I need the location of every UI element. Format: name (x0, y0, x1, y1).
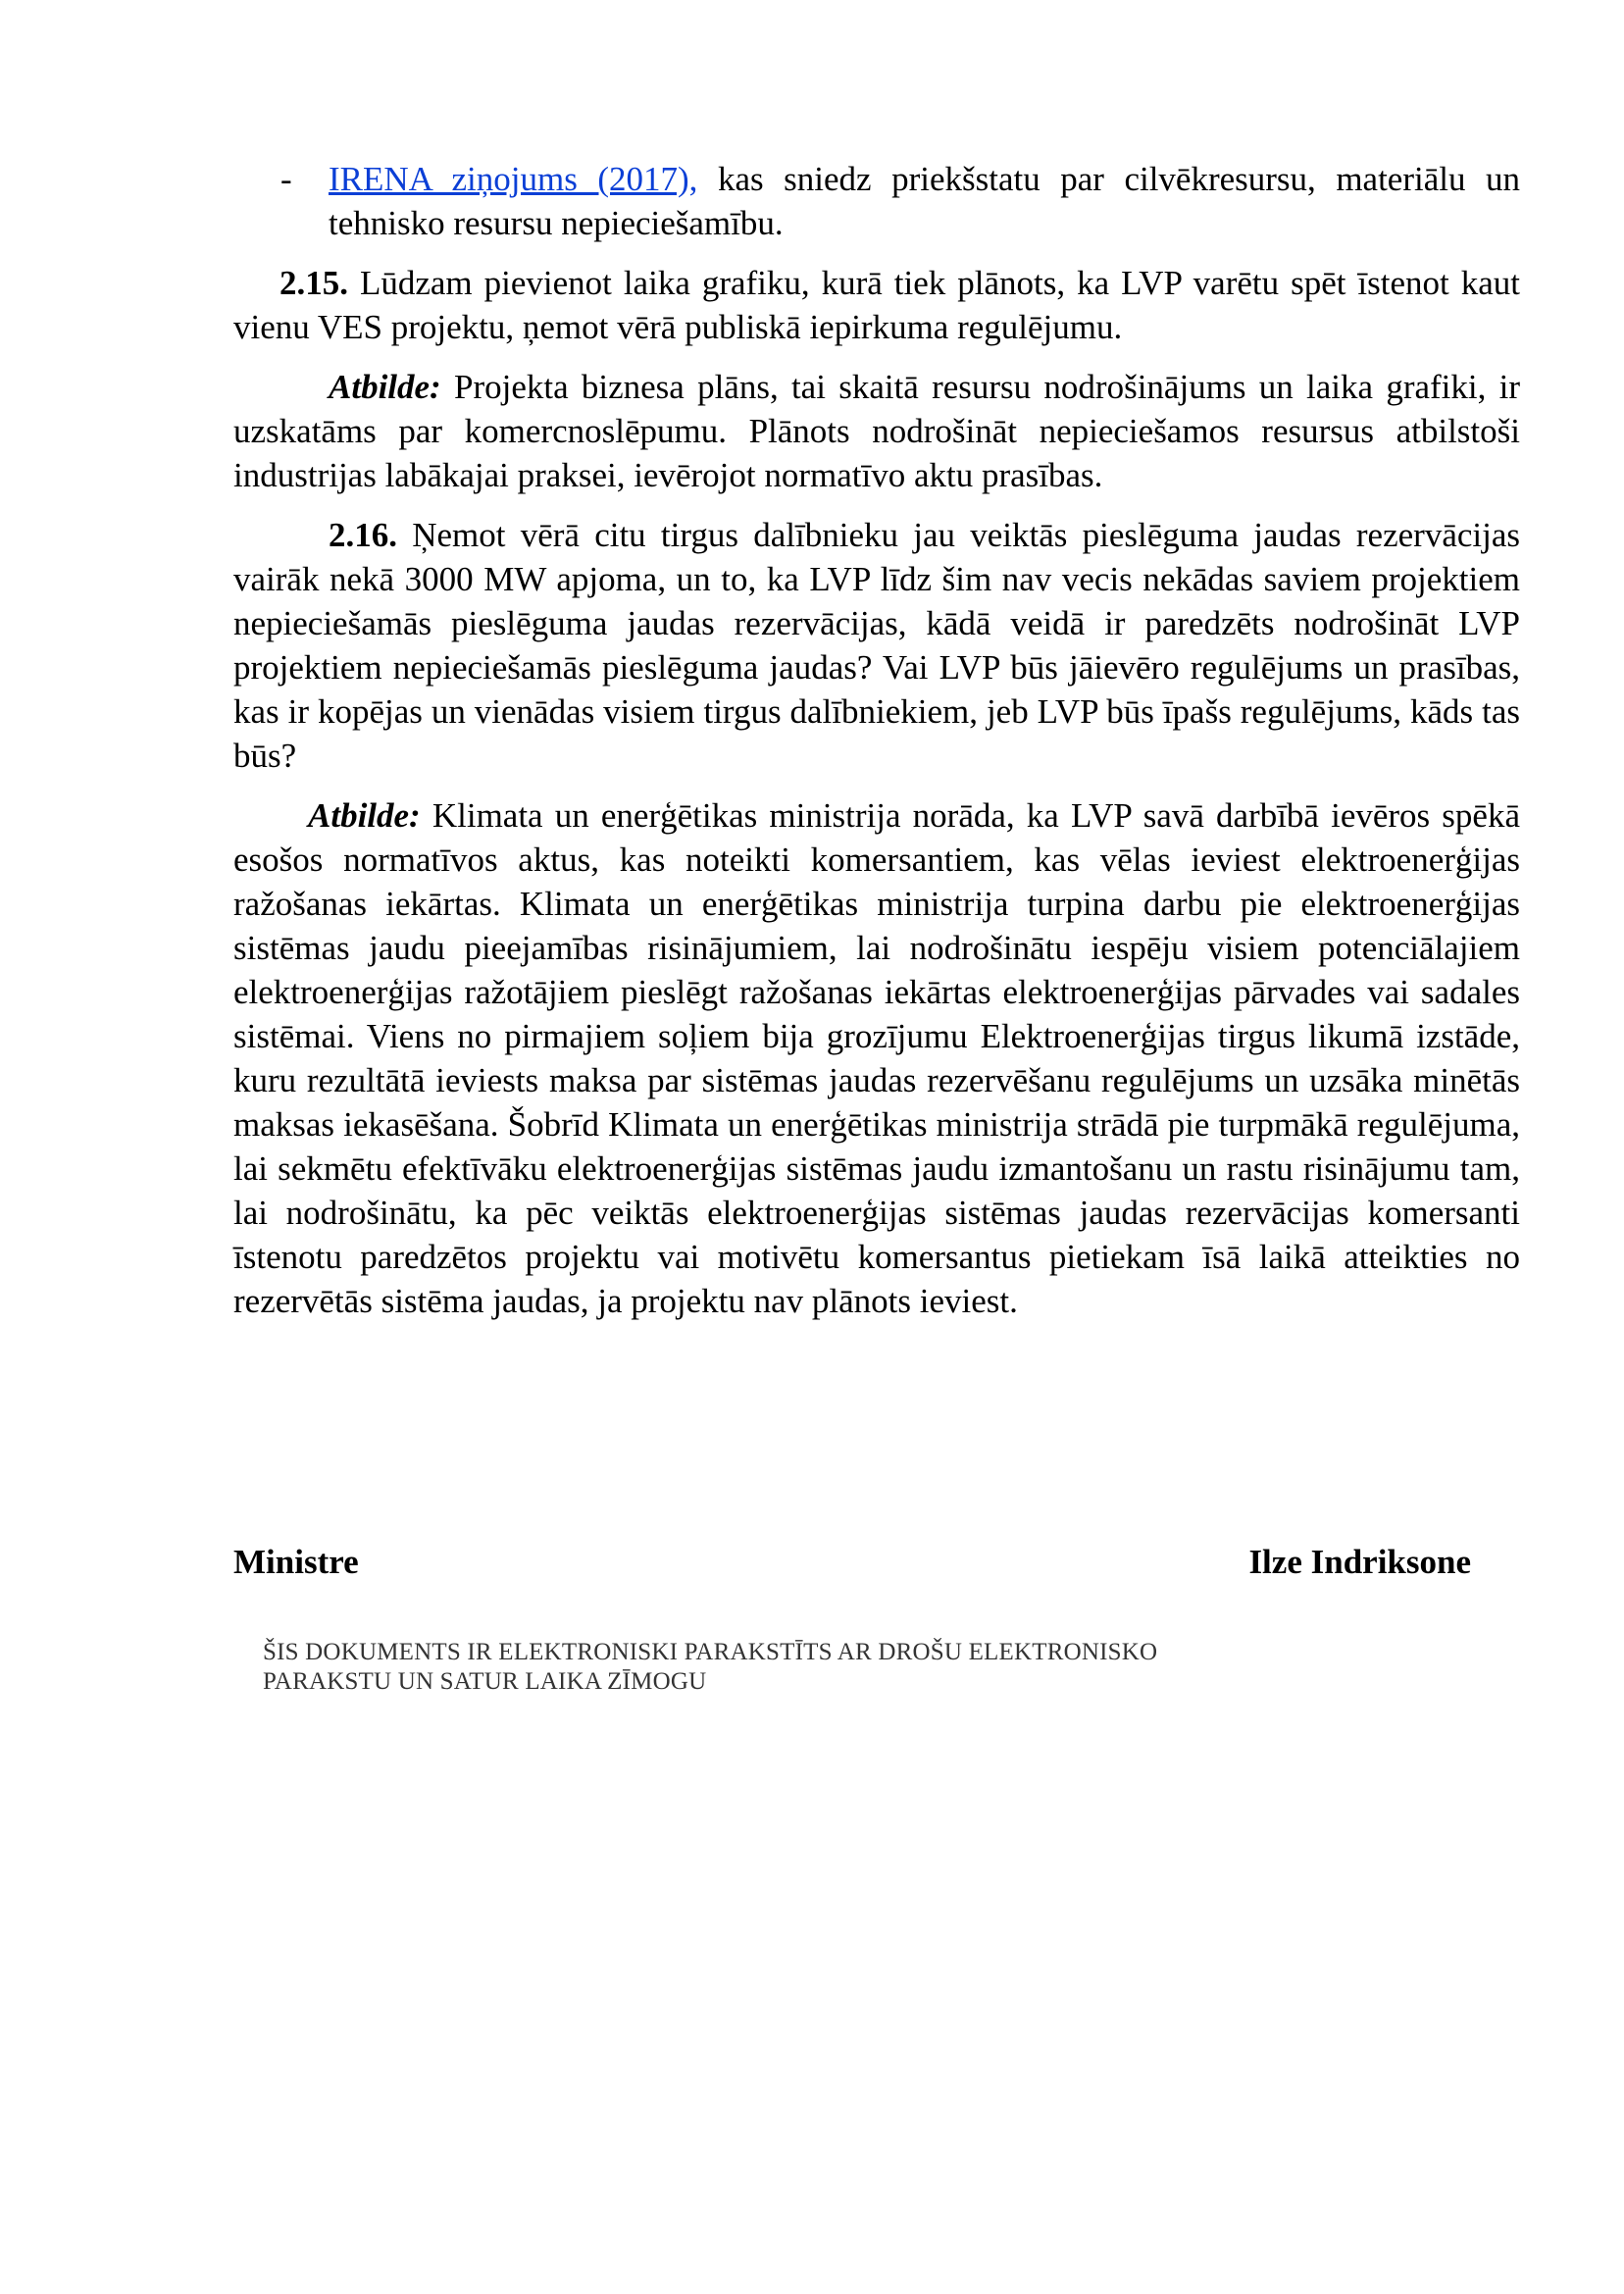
stamp-line-1: ŠIS DOKUMENTS IR ELEKTRONISKI PARAKSTĪTS AR DROŠU ELEKTRONISKO (263, 1639, 1158, 1665)
question-2-15 (233, 261, 1520, 349)
question-2-16-text: Ņemot vērā citu tirgus dalībnieku jau veiktās pieslēguma jaudas rezervācijas vairāk nekā 3000 MW apjoma, un to, ka LVP līdz šim nav vecis nekādas saviem projektiem nepieciešamās pieslēguma jaudas rezervācijas, kādā veidā ir paredzēts nodrošināt LVP projektiem nepieciešamās pieslēguma jaudas? Vai LVP būs jāievēro regulējums un prasības, kas ir kopējas un vienādas visiem tirgus dalībniekiem, jeb LVP būs īpašs regulējums, kāds tas būs? (233, 516, 1520, 775)
question-2-16-number: 2.16. (329, 516, 397, 554)
question-2-15-number: 2.15. (279, 264, 348, 302)
irena-report-link[interactable]: IRENA ziņojums (2017), (329, 160, 698, 198)
answer-2-15-label: Atbilde: (329, 368, 441, 406)
signature-title: Ministre (233, 1543, 359, 1581)
document-body (233, 157, 1520, 1323)
answer-2-15-text: Projekta biznesa plāns, tai skaitā resursu nodrošinājums un laika grafiki, ir uzskatāms par komercnoslēpumu. Plānots nodrošināt nepieciešamos resursus atbilstoši industrijas labākajai praksei, ievērojot normatīvo aktu prasības. (233, 368, 1520, 494)
answer-2-16-label: Atbilde: (308, 796, 421, 835)
question-2-15-text: Lūdzam pievienot laika grafiku, kurā tiek plānots, ka LVP varētu spēt īstenot kaut vienu VES projektu, ņemot vērā publiskā iepirkuma regulējumu. (233, 264, 1520, 346)
answer-2-16-text: Klimata un enerģētikas ministrija norāda, ka LVP savā darbībā ievēros spēkā esošos normatīvos aktus, kas noteikti komersantiem, kas vēlas ieviest elektroenerģijas ražošanas iekārtas. Klimata un enerģētikas ministrija turpina darbu pie elektroenerģijas sistēmas jaudu pieejamības risinājumiem, lai nodrošinātu iespēju visiem potenciālajiem elektroenerģijas ražotājiem pieslēgt ražošanas iekārtas elektroenerģijas pārvades vai sadales sistēmai. Viens no pirmajiem soļiem bija grozījumu Elektroenerģijas tirgus likumā izstāde, kuru rezultātā ieviests maksa par sistēmas jaudas rezervēšanu regulējums un uzsāka minētās maksas iekasēšana. Šobrīd Klimata un enerģētikas ministrija strādā pie turpmākā regulējuma, lai sekmētu efektīvāku elektroenerģijas sistēmas jaudu izmantošanu un rastu risinājumu tam, lai nodrošinātu, ka pēc veiktās elektroenerģijas sistēmas jaudas rezervācijas komersanti īstenotu paredzētos projektu vai motivētu komersantus pietiekam īsā laikā atteikties no rezervētās sistēma jaudas, ja projektu nav plānots ieviest. (233, 796, 1520, 1320)
answer-2-15 (233, 365, 1520, 497)
bullet-item-irena (233, 157, 1520, 245)
bullet-text: kas sniedz priekšstatu par cilvēkresursu, materiālu un tehnisko resursu nepieciešamību. (329, 160, 1520, 242)
electronic-signature-notice (263, 1638, 1293, 1697)
signature-name: Ilze Indriksone (1248, 1543, 1471, 1581)
answer-2-16 (233, 793, 1520, 1323)
question-2-16 (233, 513, 1520, 778)
stamp-line-2: PARAKSTU UN SATUR LAIKA ZĪMOGU (263, 1668, 707, 1695)
bullet-dash: - (280, 160, 292, 198)
